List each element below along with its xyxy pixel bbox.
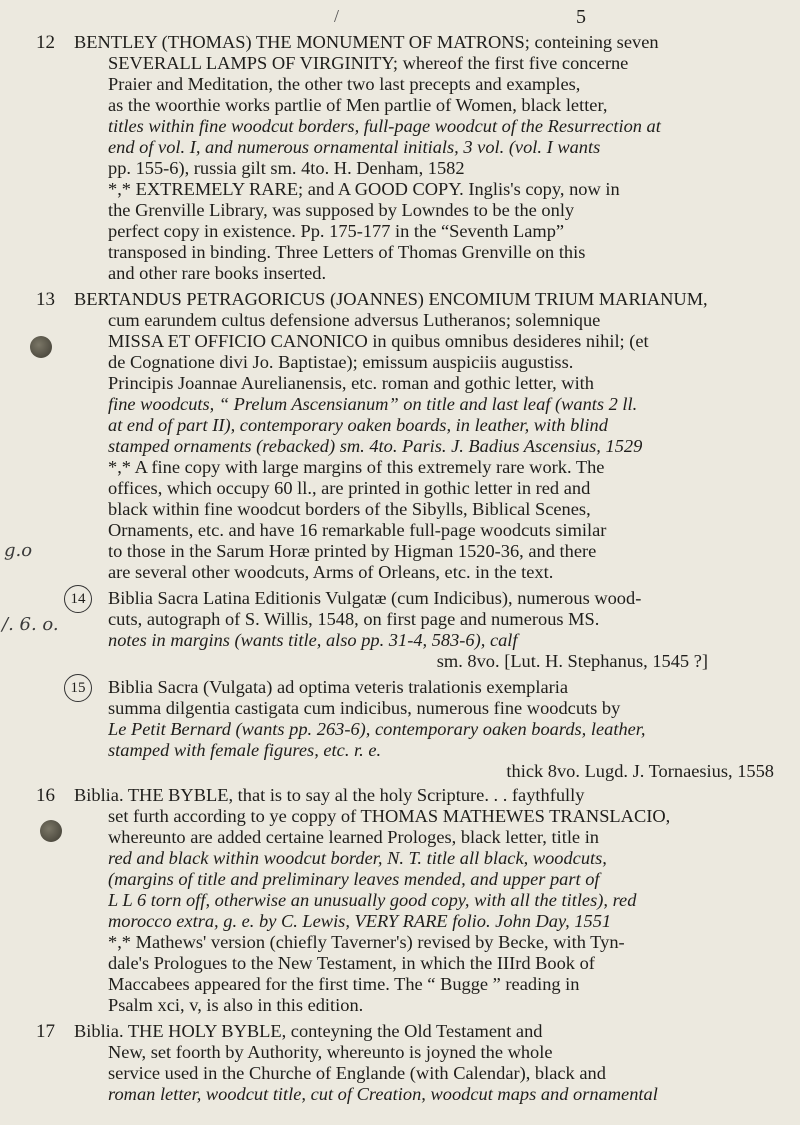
entry-line: notes in margins (wants title, also pp. 31-4, 583-6), calf	[108, 630, 518, 650]
entry-line: Praier and Meditation, the other two last precepts and examples,	[108, 74, 581, 94]
entry-number: 12	[36, 32, 55, 53]
entry-line: Le Petit Bernard (wants pp. 263-6), contemporary oaken boards, leather,	[108, 719, 646, 739]
entry-line: are several other woodcuts, Arms of Orleans, etc. in the text.	[108, 562, 554, 582]
entry-line: perfect copy in existence. Pp. 175-177 in the “Seventh Lamp”	[108, 221, 565, 241]
entry-line: at end of part II), contemporary oaken boards, in leather, with blind	[108, 415, 608, 435]
entry-line: Biblia Sacra Latina Editionis Vulgatæ (cum Indicibus), numerous wood-	[108, 588, 642, 608]
entry-line: Maccabees appeared for the first time. The “ Bugge ” reading in	[108, 974, 580, 994]
entry-line: stamped with female figures, etc. r. e.	[108, 740, 382, 760]
entry-line: cuts, autograph of S. Willis, 1548, on first page and numerous MS.	[108, 609, 600, 629]
entry-line: as the woorthie works partlie of Men partlie of Women, black letter,	[108, 95, 608, 115]
margin-note: g.o	[4, 540, 33, 561]
page-number: 5	[576, 6, 586, 28]
entry-line: red and black within woodcut border, N. T. title all black, woodcuts,	[108, 848, 607, 868]
entry-line: thick 8vo. Lugd. J. Tornaesius, 1558	[506, 761, 774, 781]
entry-line: *,* A fine copy with large margins of this extremely rare work. The	[108, 457, 605, 477]
entry-line: sm. 8vo. [Lut. H. Stephanus, 1545 ?]	[436, 651, 708, 671]
entry-line: New, set foorth by Authority, whereunto is joyned the whole	[108, 1042, 553, 1062]
entry-line: L L 6 torn off, otherwise an unusually good copy, with all the titles), red	[108, 890, 637, 910]
entry-number: 15	[64, 674, 92, 702]
entry-number: 17	[36, 1021, 55, 1042]
entry-number: 16	[36, 785, 55, 806]
entry-line: Ornaments, etc. and have 16 remarkable full-page woodcuts similar	[108, 520, 607, 540]
entry-line: BERTANDUS PETRAGORICUS (JOANNES) ENCOMIUM TRIUM MARIANUM,	[74, 289, 708, 309]
entry-line: set furth according to ye coppy of THOMAS MATHEWES TRANSLACIO,	[108, 806, 671, 826]
entry-line: black within fine woodcut borders of the Sibylls, Biblical Scenes,	[108, 499, 591, 519]
entry-line: cum earundem cultus defensione adversus Lutheranos; solemnique	[108, 310, 601, 330]
margin-note: /. 6. o.	[2, 614, 59, 635]
entry-line: Biblia Sacra (Vulgata) ad optima veteris tralationis exemplaria	[108, 677, 569, 697]
binding-hole	[40, 820, 62, 842]
margin-tick: /	[334, 6, 340, 26]
entry-number: 14	[64, 585, 92, 613]
entry-line: Principis Joannae Aurelianensis, etc. roman and gothic letter, with	[108, 373, 594, 393]
entry-line: titles within fine woodcut borders, full-page woodcut of the Resurrection at	[108, 116, 661, 136]
entry-line: offices, which occupy 60 ll., are printed in gothic letter in red and	[108, 478, 591, 498]
entry-line: transposed in binding. Three Letters of Thomas Grenville on this	[108, 242, 586, 262]
entry-line: morocco extra, g. e. by C. Lewis, VERY RARE folio. John Day, 1551	[108, 911, 612, 931]
entry-line: Biblia. THE HOLY BYBLE, conteyning the Old Testament and	[74, 1021, 543, 1041]
entry-line: service used in the Churche of Englande (with Calendar), black and	[108, 1063, 606, 1083]
entry-number: 13	[36, 289, 55, 310]
entry-line: SEVERALL LAMPS OF VIRGINITY; whereof the first five concerne	[108, 53, 629, 73]
entry-line: Psalm xci, v, is also in this edition.	[108, 995, 364, 1015]
binding-hole	[30, 336, 52, 358]
entry-line: and other rare books inserted.	[108, 263, 327, 283]
entry-line: *,* Mathews' version (chiefly Taverner's) revised by Becke, with Tyn-	[108, 932, 625, 952]
entry-line: whereunto are added certaine learned Prologes, black letter, title in	[108, 827, 599, 847]
entry-line: (margins of title and preliminary leaves mended, and upper part of	[108, 869, 600, 889]
entry-line: BENTLEY (THOMAS) THE MONUMENT OF MATRONS; conteining seven	[74, 32, 659, 52]
entry-line: summa dilgentia castigata cum indicibus, numerous fine woodcuts by	[108, 698, 621, 718]
entry-line: end of vol. I, and numerous ornamental initials, 3 vol. (vol. I wants	[108, 137, 601, 157]
entry-line: de Cognatione divi Jo. Baptistae); emissum auspiciis augustiss.	[108, 352, 574, 372]
entry-line: to those in the Sarum Horæ printed by Higman 1520-36, and there	[108, 541, 597, 561]
entry-line: *,* EXTREMELY RARE; and A GOOD COPY. Inglis's copy, now in	[108, 179, 620, 199]
entry-line: dale's Prologues to the New Testament, in which the IIIrd Book of	[108, 953, 595, 973]
entry-line: the Grenville Library, was supposed by Lowndes to be the only	[108, 200, 575, 220]
entry-line: pp. 155-6), russia gilt sm. 4to. H. Denham, 1582	[108, 158, 465, 178]
entry-line: roman letter, woodcut title, cut of Creation, woodcut maps and ornamental	[108, 1084, 658, 1104]
entry-line: MISSA ET OFFICIO CANONICO in quibus omnibus desideres nihil; (et	[108, 331, 649, 351]
entry-line: Biblia. THE BYBLE, that is to say al the holy Scripture. . . faythfully	[74, 785, 585, 805]
entry-line: fine woodcuts, “ Prelum Ascensianum” on title and last leaf (wants 2 ll.	[108, 394, 638, 414]
entry-line: stamped ornaments (rebacked) sm. 4to. Paris. J. Badius Ascensius, 1529	[108, 436, 643, 456]
